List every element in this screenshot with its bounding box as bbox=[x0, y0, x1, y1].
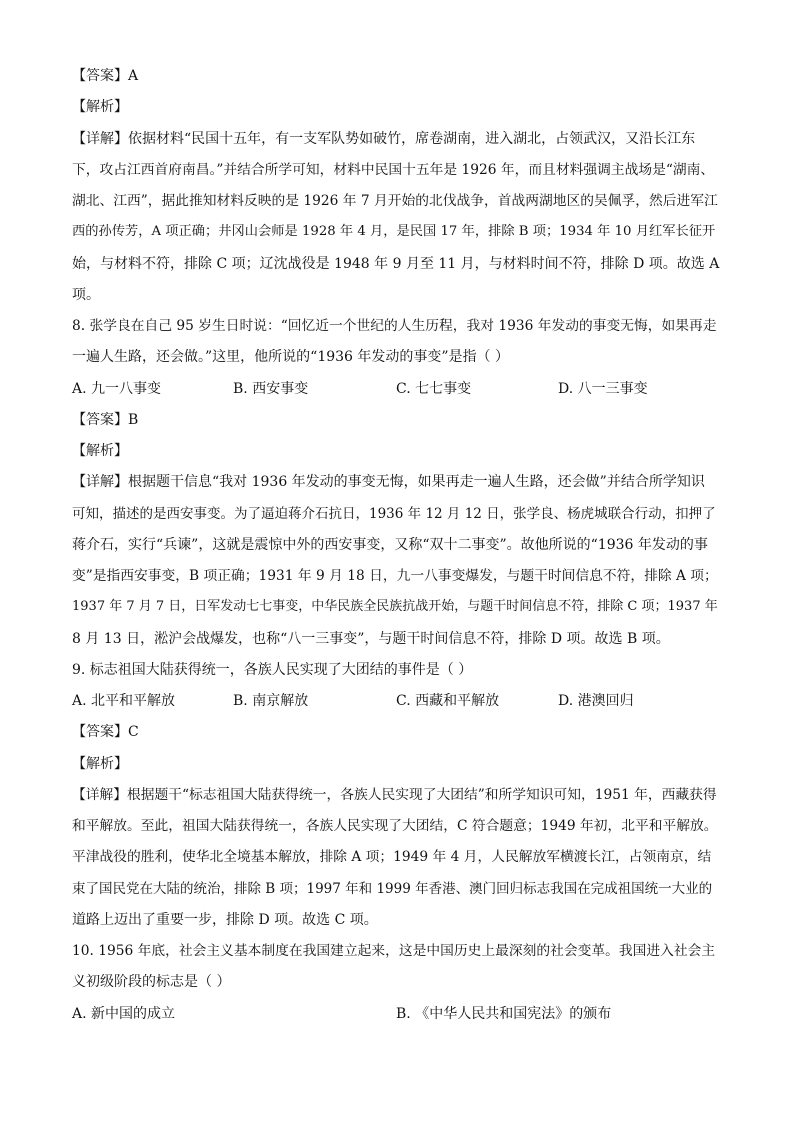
detail-line: 湖北、江西”，据此推知材料反映的是 1926 年 7 月开始的北伐战争，首战两湖地区的吴佩孚，然后进军江 bbox=[72, 193, 718, 209]
detail-line: 下，攻占江西首府南昌。”并结合所学可知，材料中民国十五年是 1926 年，而且材料强调主战场是“湖南、 bbox=[72, 162, 715, 178]
detail-line: 西的孙传芳，A 项正确；井冈山会师是 1928 年 4 月，是民国 17 年，排除 B 项；1934 年 10 月红军长征开 bbox=[72, 224, 716, 239]
analysis-label: 【解析】 bbox=[72, 99, 128, 115]
detail-line: 项。 bbox=[72, 287, 100, 303]
question-9-options bbox=[72, 691, 722, 711]
option-b: B. 《中华人民共和国宪法》的颁布 bbox=[396, 1006, 612, 1022]
question-10-options bbox=[72, 1004, 722, 1024]
option-a: A. 新中国的成立 bbox=[72, 1006, 176, 1022]
question-10-text: 10. 1956 年底，社会主义基本制度在我国建立起来，这是中国历史上最深刻的社会变革。我国进入社会主 bbox=[72, 943, 716, 959]
detail-line: 和平解放。至此，祖国大陆获得统一，各族人民实现了大团结，C 符合题意；1949 年初，北平和平解放。 bbox=[72, 818, 718, 834]
detail-line: 【详解】根据题干“标志祖国大陆获得统一，各族人民实现了大团结”和所学知识可知，1951 年，西藏获得 bbox=[72, 787, 717, 803]
option-d: D. 八一三事变 bbox=[558, 381, 648, 397]
answer-label: 【答案】A bbox=[72, 68, 139, 84]
question-10-text: 义初级阶段的标志是（ ） bbox=[72, 974, 231, 990]
option-b: B. 南京解放 bbox=[233, 693, 309, 709]
option-a: A. 北平和平解放 bbox=[72, 693, 176, 709]
detail-line: 蒋介石，实行“兵谏”，这就是震惊中外的西安事变，又称“双十二事变”。故他所说的“1936 年发动的事 bbox=[72, 537, 708, 553]
question-8-options bbox=[72, 379, 722, 399]
analysis-label: 【解析】 bbox=[72, 443, 128, 459]
option-d: D. 港澳回归 bbox=[558, 693, 634, 709]
question-8-text: 8. 张学良在自己 95 岁生日时说：“回忆近一个世纪的人生历程，我对 1936 年发动的事变无悔，如果再走 bbox=[72, 318, 717, 334]
detail-line: 【详解】依据材料“民国十五年，有一支军队势如破竹，席卷湖南，进入湖北，占领武汉，又沿长江东 bbox=[72, 131, 696, 147]
detail-line: 【详解】根据题干信息“我对 1936 年发动的事变无悔，如果再走一遍人生路，还会做”并结合所学知识 bbox=[72, 474, 705, 490]
option-a: A. 九一八事变 bbox=[72, 381, 162, 397]
detail-line: 8 月 13 日，淞沪会战爆发，也称“八一三事变”，与题干时间信息不符，排除 D 项。故选 B 项。 bbox=[72, 631, 670, 647]
option-c: C. 七七事变 bbox=[396, 381, 472, 397]
question-9-text: 9. 标志祖国大陆获得统一，各族人民实现了大团结的事件是（ ） bbox=[72, 662, 473, 678]
answer-label: 【答案】B bbox=[72, 412, 139, 428]
question-8-text: 一遍人生路，还会做。”这里，他所说的“1936 年发动的事变”是指（ ） bbox=[72, 349, 509, 365]
option-c: C. 西藏和平解放 bbox=[396, 693, 500, 709]
detail-line: 变”是指西安事变，B 项正确；1931 年 9 月 18 日，九一八事变爆发，与题干时间信息不符，排除 A 项； bbox=[72, 568, 718, 584]
detail-line: 道路上迈出了重要一步，排除 D 项。故选 C 项。 bbox=[72, 912, 378, 928]
detail-line: 束了国民党在大陆的统治，排除 B 项；1997 年和 1999 年香港、澳门回归标志我国在完成祖国统一大业的 bbox=[72, 881, 713, 897]
detail-line: 始，与材料不符，排除 C 项；辽沈战役是 1948 年 9 月至 11 月，与材料时间不符，排除 D 项。故选 A bbox=[72, 256, 720, 272]
detail-line: 1937 年 7 月 7 日，日军发动七七事变，中华民族全民族抗战开始，与题干时间信息不符，排除 C 项；1937 年 bbox=[72, 599, 718, 614]
analysis-label: 【解析】 bbox=[72, 756, 128, 772]
detail-line: 平津战役的胜利，使华北全境基本解放，排除 A 项；1949 年 4 月，人民解放军横渡长江，占领南京，结 bbox=[72, 849, 712, 865]
detail-line: 可知，描述的是西安事变。为了逼迫蒋介石抗日，1936 年 12 月 12 日，张学良、杨虎城联合行动，扣押了 bbox=[72, 506, 716, 522]
answer-label: 【答案】C bbox=[72, 724, 139, 740]
option-b: B. 西安事变 bbox=[233, 381, 309, 397]
